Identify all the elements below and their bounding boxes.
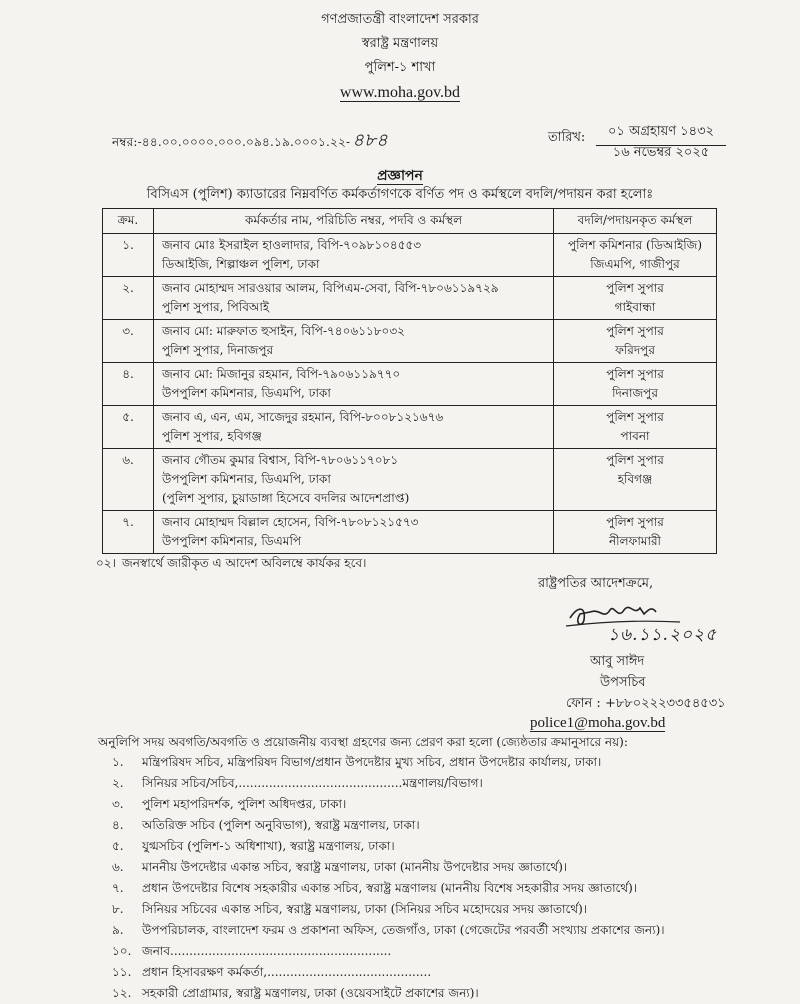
- list-item: [112, 794, 665, 815]
- row-posting: [554, 320, 717, 363]
- effect-number: ০২।: [96, 556, 116, 570]
- posting-line: পুলিশ সুপার: [606, 281, 664, 295]
- signatory-email-text[interactable]: police1@moha.gov.bd: [530, 715, 666, 731]
- posting-line: গাইবান্ধা: [614, 300, 656, 314]
- table-row: [103, 320, 717, 363]
- list-item-number: ১.: [112, 755, 124, 769]
- officer-line: জনাব মোঃ ইসরাইল হাওলাদার, বিপি-৭০৯৮১০৪৫৫৩: [162, 238, 422, 252]
- list-item: [112, 752, 665, 773]
- list-item-number: ১২.: [112, 986, 132, 1000]
- row-posting: [554, 406, 717, 449]
- officer-line: জনাব মোহাম্মদ সারওয়ার আলম, বিপিএম-সেবা, বিপি-৭৮০৬১১৯৭২৯: [162, 281, 499, 295]
- row-posting: [554, 511, 717, 554]
- copy-distribution-list: [112, 752, 665, 1004]
- row-serial: ৪.: [103, 363, 154, 406]
- officer-line: পুলিশ সুপার, পিবিআই: [162, 300, 270, 314]
- list-item-text: প্রধান হিসাবরক্ষণ কর্মকর্তা,...........................................: [142, 965, 432, 979]
- row-posting: [554, 363, 717, 406]
- list-item: [112, 773, 665, 794]
- posting-line: নীলফামারী: [609, 534, 661, 548]
- officer-line: উপপুলিশ কমিশনার, ডিএমপি: [162, 534, 302, 548]
- row-serial: ৭.: [103, 511, 154, 554]
- list-item-number: ১১.: [112, 965, 132, 979]
- list-item-text: পুলিশ মহাপরিদর্শক, পুলিশ অধিদপ্তর, ঢাকা।: [142, 797, 347, 811]
- signatory-email[interactable]: [530, 715, 665, 732]
- list-item-number: ১০.: [112, 944, 132, 958]
- list-item: [112, 899, 665, 920]
- posting-line: জিএমপি, গাজীপুর: [590, 257, 680, 271]
- row-officer: [154, 320, 554, 363]
- table-row: [103, 511, 717, 554]
- table-row: [103, 234, 717, 277]
- list-item: [112, 815, 665, 836]
- officer-line: উপপুলিশ কমিশনার, ডিএমপি, ঢাকা: [162, 386, 331, 400]
- officer-line: জনাব মো: মিজানুর রহমান, বিপি-৭৯০৬১১৯৭৭০: [162, 367, 401, 381]
- posting-line: পুলিশ সুপার: [606, 324, 664, 338]
- row-posting: [554, 449, 717, 511]
- row-serial: ৩.: [103, 320, 154, 363]
- table-header-row: [103, 209, 717, 234]
- list-item-text: সিনিয়র সচিব/সচিব,...........................................মন্ত্রণালয়/বিভাগ।: [142, 776, 483, 790]
- column-header-posting: বদলি/পদায়নকৃত কর্মস্থল: [554, 209, 717, 234]
- posting-line: পুলিশ কমিশনার (ডিআইজি): [567, 238, 703, 252]
- row-officer: [154, 363, 554, 406]
- list-item-text: সহকারী প্রোগ্রামার, স্বরাষ্ট্র মন্ত্রণালয়, ঢাকা (ওয়েবসাইটে প্রকাশের জন্য)।: [142, 986, 479, 1000]
- list-item-number: ২.: [112, 776, 124, 790]
- list-item: [112, 836, 665, 857]
- table-row: [103, 406, 717, 449]
- row-posting: [554, 277, 717, 320]
- posting-line: দিনাজপুর: [612, 386, 658, 400]
- list-item-number: ৫.: [112, 839, 124, 853]
- column-header-serial: ক্রম.: [103, 209, 154, 234]
- memo-number: [112, 126, 388, 157]
- row-serial: ৬.: [103, 449, 154, 511]
- posting-line: পুলিশ সুপার: [606, 515, 664, 529]
- row-officer: [154, 234, 554, 277]
- posting-line: পুলিশ সুপার: [606, 453, 664, 467]
- date-bangla: ০১ অগ্রহায়ণ ১৪৩২: [596, 122, 726, 146]
- table-row: [103, 277, 717, 320]
- list-item: [112, 941, 665, 962]
- list-item-number: ৪.: [112, 818, 124, 832]
- list-item-text: যুগ্মসচিব (পুলিশ-১ অধিশাখা), স্বরাষ্ট্র মন্ত্রণালয়, ঢাকা।: [142, 839, 395, 853]
- officer-line: ডিআইজি, শিল্পাঞ্চল পুলিশ, ঢাকা: [162, 257, 320, 271]
- list-item-text: জনাব..........................................................: [142, 944, 392, 958]
- signature-date: ১৬.১১.২০২৫: [608, 625, 718, 645]
- posting-line: পাবনা: [620, 429, 650, 443]
- officer-line: জনাব মো: মারুফাত হুসাইন, বিপি-৭৪০৬১১৮০৩২: [162, 324, 405, 338]
- list-item-text: উপপরিচালক, বাংলাদেশ ফরম ও প্রকাশনা অফিস, তেজগাঁও, ঢাকা (গেজেটের পরবর্তী সংখ্যায় প্রকাশের জন্য)।: [142, 923, 665, 937]
- website-link[interactable]: [0, 84, 800, 102]
- date-english: ১৬ নভেম্বর ২০২৫: [612, 145, 710, 160]
- posting-line: হবিগঞ্জ: [617, 472, 653, 486]
- memo-number-text: নম্বর:-৪৪.০০.০০০০.০০০.০৯৪.১৯.০০০১.২২-: [112, 135, 351, 149]
- signatory-name: আবু সাঈদ: [590, 654, 645, 669]
- list-item-number: ৮.: [112, 902, 124, 916]
- list-item-number: ৭.: [112, 881, 124, 895]
- list-item-number: ৩.: [112, 797, 124, 811]
- row-posting: [554, 234, 717, 277]
- order-by-president: রাষ্ট্রপতির আদেশক্রমে,: [538, 576, 654, 591]
- officer-line: জনাব গৌতম কুমার বিশ্বাস, বিপি-৭৮০৬১১৭০৮১: [162, 453, 399, 467]
- list-item-number: ৬.: [112, 860, 124, 874]
- row-serial: ৫.: [103, 406, 154, 449]
- list-item: [112, 920, 665, 941]
- branch-name: পুলিশ-১ শাখা: [364, 60, 436, 75]
- website-link-text[interactable]: www.moha.gov.bd: [339, 84, 461, 101]
- table-row: [103, 449, 717, 511]
- date-label: তারিখ:: [548, 130, 586, 145]
- effect-text: জনস্বার্থে জারীকৃত এ আদেশ অবিলম্বে কার্যকর হবে।: [122, 556, 367, 570]
- signatory-designation: উপসচিব: [600, 675, 646, 690]
- row-officer: [154, 277, 554, 320]
- list-item: [112, 962, 665, 983]
- table-row: [103, 363, 717, 406]
- notification-intro: বিসিএস (পুলিশ) ক্যাডারের নিম্নবর্ণিত কর্মকর্তাগণকে বর্ণিত পদ ও কর্মস্থলে বদলি/পদায়ন করা হলোঃ: [146, 187, 654, 202]
- list-item-text: মন্ত্রিপরিষদ সচিব, মন্ত্রিপরিষদ বিভাগ/প্রধান উপদেষ্টার মুখ্য সচিব, প্রধান উপদেষ্টার কার্যালয়, ঢাকা।: [142, 755, 602, 769]
- list-item: [112, 983, 665, 1004]
- officer-line: জনাব এ, এন, এম, সাজেদুর রহমান, বিপি-৮০০৮১২১৬৭৬: [162, 410, 444, 424]
- officer-line: (পুলিশ সুপার, চুয়াডাঙ্গা হিসেবে বদলির আদেশপ্রাপ্ত): [162, 491, 410, 505]
- officer-line: জনাব মোহাম্মদ বিল্লাল হোসেন, বিপি-৭৮০৮১২১৫৭৩: [162, 515, 419, 529]
- posting-line: পুলিশ সুপার: [606, 410, 664, 424]
- posting-line: পুলিশ সুপার: [606, 367, 664, 381]
- posting-line: ফরিদপুর: [615, 343, 655, 357]
- row-officer: [154, 511, 554, 554]
- effect-clause: [96, 555, 366, 575]
- government-name: গণপ্রজাতন্ত্রী বাংলাদেশ সরকার: [321, 12, 479, 27]
- transfer-table: [102, 208, 717, 554]
- list-item-number: ৯.: [112, 923, 124, 937]
- officer-line: উপপুলিশ কমিশনার, ডিএমপি, ঢাকা: [162, 472, 331, 486]
- row-serial: ১.: [103, 234, 154, 277]
- document-title-text: প্রজ্ঞাপন: [377, 168, 423, 184]
- list-item-text: সিনিয়র সচিবের একান্ত সচিব, স্বরাষ্ট্র মন্ত্রণালয়, ঢাকা (সিনিয়র সচিব মহোদয়ের সদয় জ্ঞাতার্থে)।: [142, 902, 588, 916]
- row-serial: ২.: [103, 277, 154, 320]
- row-officer: [154, 406, 554, 449]
- copy-distribution-intro: অনুলিপি সদয় অবগতি/অবগতি ও প্রয়োজনীয় ব্যবস্থা গ্রহণের জন্য প্রেরণ করা হলো (জ্যেষ্ঠতার ক্রমানুসারে নয়):: [98, 735, 628, 749]
- list-item: [112, 878, 665, 899]
- officer-line: পুলিশ সুপার, দিনাজপুর: [162, 343, 274, 357]
- officer-line: পুলিশ সুপার, হবিগঞ্জ: [162, 429, 262, 443]
- list-item: [112, 857, 665, 878]
- signatory-phone: ফোন : +৮৮০২২২৩৩৫৪৫৩১: [566, 696, 726, 711]
- row-officer: [154, 449, 554, 511]
- memo-number-handwritten: ৪৮৪: [352, 130, 388, 151]
- column-header-officer: কর্মকর্তার নাম, পরিচিতি নম্বর, পদবি ও কর্মস্থল: [154, 209, 554, 234]
- ministry-name: স্বরাষ্ট্র মন্ত্রণালয়: [361, 36, 439, 51]
- list-item-text: অতিরিক্ত সচিব (পুলিশ অনুবিভাগ), স্বরাষ্ট্র মন্ত্রণালয়, ঢাকা।: [142, 818, 420, 832]
- list-item-text: মাননীয় উপদেষ্টার একান্ত সচিব, স্বরাষ্ট্র মন্ত্রণালয়, ঢাকা (মাননীয় উপদেষ্টার সদয় জ্ঞাতার্থে)।: [142, 860, 568, 874]
- list-item-text: প্রধান উপদেষ্টার বিশেষ সহকারীর একান্ত সচিব, স্বরাষ্ট্র মন্ত্রণালয় (মাননীয় বিশেষ সহকারীর সদয় জ্ঞাতার্থে)।: [142, 881, 638, 895]
